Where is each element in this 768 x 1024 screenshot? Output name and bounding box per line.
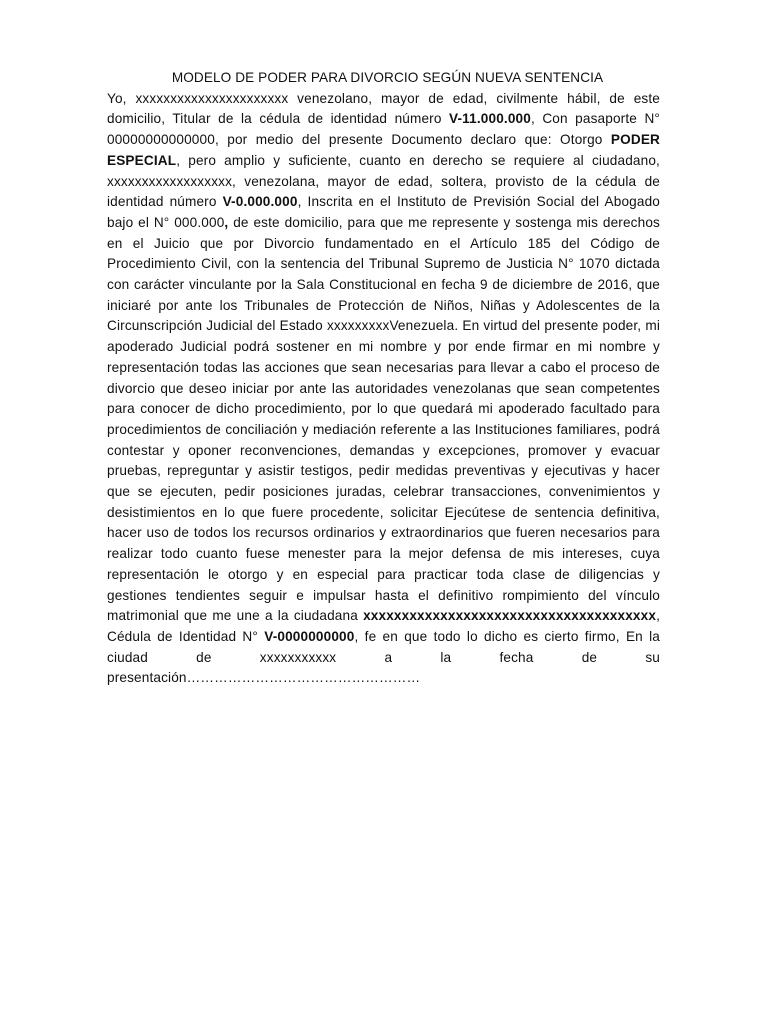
- document-title: MODELO DE PODER PARA DIVORCIO SEGÚN NUEVA SENTENCIA: [171, 70, 604, 85]
- paragraph-segment: , fe en que todo lo dicho es cierto firmo, En la ciudad de xxxxxxxxxxx a la fecha de su presentación……………………………………………: [107, 628, 660, 686]
- attorney-id-number-bold: V-0.000.000: [222, 194, 298, 210]
- bold-comma: ,: [224, 214, 229, 230]
- paragraph-segment: , Con pasaporte N° 00000000000000, por medio del presente Documento declaro que: Otorgo: [107, 111, 660, 148]
- paragraph-segment: , Inscrita en el Instituto de Previsión Social del Abogado bajo el N° 000.000: [107, 194, 660, 230]
- paragraph-segment: , Cédula de Identidad N°: [107, 608, 660, 644]
- id-number-bold: V-11.000.000: [449, 111, 531, 127]
- poder-especial-bold: PODER ESPECIAL: [107, 132, 660, 168]
- paragraph-segment: de este domicilio, para que me represente y sostenga mis derechos en el Juicio que por Divorcio fundamentado en el Artículo 185 del Código de Procedimiento Civil, con la sentencia del Tribunal Supremo de Justicia N° 1070 dictada con carácter vinculante por la Sala Constitucional en fecha 9 de diciembre de 2016, que iniciaré por ante los Tribunales de Protección de Niños, Niñas y Adolescentes de la Circunscripción Judicial del Estado xxxxxxxxxVenezuela. En virtud del presente poder, mi apoderado Judicial podrá sostener en mi nombre y por ende firmar en mi nombre y representación todas las acciones que sean necesarias para llevar a cabo el proceso de divorcio que deseo iniciar por ante las autoridades venezolanas que sean competentes para conocer de dicho procedimiento, por lo que quedará mi apoderado facultado para procedimientos de conciliación y mediación referente a las Instituciones familiares, podrá contestar y oponer reconvenciones, demandas y excepciones, promover y evacuar pruebas, repreguntar y asistir testigos, pedir medidas preventivas y ejecutivas y hacer que se ejecuten, pedir posiciones juradas, celebrar transacciones, convenimientos y desistimientos en lo que fuere procedente, solicitar Ejecútese de sentencia definitiva, hacer uso de todos los recursos ordinarios y extraordinarios que fueren necesarios para realizar todo cuanto fuese menester para la mejor defensa de mis intereses, cuya representación le otorgo y en especial para practicar toda clase de diligencias y gestiones tendientes seguir e impulsar hasta el definitivo rompimiento del vínculo matrimonial que me une a la ciudadana: [107, 214, 660, 624]
- document-paragraph: [107, 89, 660, 689]
- spouse-id-number-bold: V-0000000000: [264, 628, 355, 644]
- spouse-name-bold: xxxxxxxxxxxxxxxxxxxxxxxxxxxxxxxxxxxxxx: [363, 608, 657, 624]
- paragraph-segment: , pero amplio y suficiente, cuanto en derecho se requiere al ciudadano, xxxxxxxxxxxxxxxxxx, venezolana, mayor de edad, soltera, provisto de la cédula de identidad número: [107, 152, 660, 210]
- paragraph-segment: Yo, xxxxxxxxxxxxxxxxxxxxxx venezolano, mayor de edad, civilmente hábil, de este domicilio, Titular de la cédula de identidad número: [107, 90, 660, 127]
- document-body: [107, 68, 660, 689]
